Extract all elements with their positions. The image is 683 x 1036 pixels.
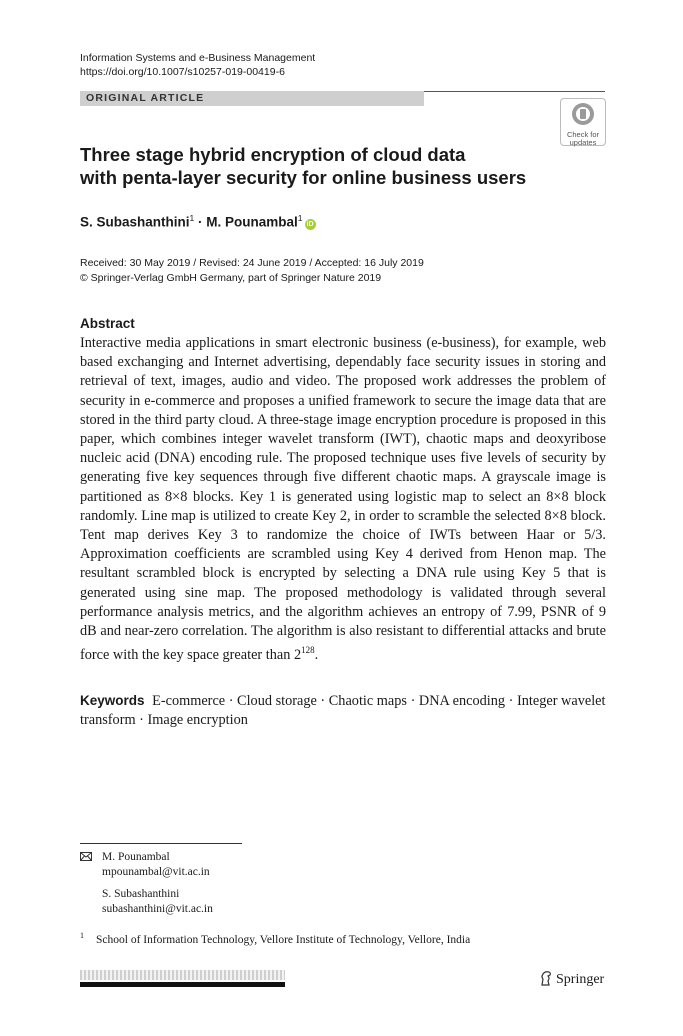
- barcode-strip: [80, 970, 285, 980]
- springer-horse-icon: [539, 970, 553, 986]
- envelope-icon: [80, 852, 92, 861]
- springer-logo: [539, 970, 604, 988]
- correspondence-entry: [102, 850, 213, 880]
- keywords-block: [80, 691, 606, 730]
- corresponding-author-email[interactable]: mpounambal@vit.ac.in: [102, 866, 210, 878]
- abstract-body: [80, 334, 606, 665]
- author-name[interactable]: M. Pounambal: [206, 214, 298, 230]
- check-updates-line1: Check for: [566, 130, 600, 139]
- author-list: [80, 213, 316, 230]
- publication-dates: [80, 256, 424, 286]
- affiliation-number: 1: [80, 931, 84, 940]
- correspondence-block: [80, 850, 213, 917]
- footer-bar: [80, 982, 285, 987]
- check-updates-icon: [571, 102, 595, 126]
- author-affiliation-mark: 1: [297, 213, 303, 223]
- author-affiliation-mark: 1: [189, 213, 195, 223]
- orcid-icon[interactable]: iD: [306, 220, 314, 228]
- corresponding-author-name: S. Subashanthini: [102, 888, 180, 900]
- publisher-name: Springer: [556, 972, 605, 987]
- abstract-text: Interactive media applications in smart electronic business (e-business), for example, web based exchanging and Internet advertising, dependably face security issues in storing and retrieval of text, images, audio and video. The proposed work addresses the problem of security in e-commerce and proposes a unified framework to secure the image data that are stored in the third party cloud. A three-stage image encryption procedure is proposed in this paper, which combines integer wavelet transform (IWT), chaotic maps and deoxyribose nucleic acid (DNA) encoding rule. The proposed technique uses five levels of security by generating five key sequences through five different chaotic maps. A grayscale image is partitioned as 8×8 blocks. Key 1 is generated using logistic map to select an 8×8 block randomly. Line map is utilized to create Key 2, in order to scramble the selected 8×8 block. Tent map derives Key 3 to randomize the choice of IWTs between Haar or 5/3. Approximation coefficients are scrambled using Key 4 derived from Henon map. The resultant scrambled block is encrypted by selecting a DNA rule using Key 5 that is generated using sine map. The proposed methodology is validated through several performance analysis metrics, and the algorithm achieves an entropy of 7.99, PSNR of 9 dB and near-zero correlation. The algorithm is also resistant to differential attacks and brute force with the key space greater than 2: [80, 335, 606, 664]
- author-name[interactable]: S. Subashanthini: [80, 214, 190, 230]
- paper-title: [80, 143, 550, 189]
- corresponding-author-email[interactable]: subashanthini@vit.ac.in: [102, 903, 213, 915]
- keywords-label: Keywords: [80, 693, 145, 708]
- abstract-period: .: [314, 647, 319, 664]
- footnote-rule: [80, 843, 242, 844]
- copyright-line: © Springer-Verlag GmbH Germany, part of Springer Nature 2019: [80, 272, 382, 284]
- journal-name: Information Systems and e-Business Management: [80, 52, 316, 64]
- article-type-label: ORIGINAL ARTICLE: [86, 92, 205, 104]
- check-updates-line2: updates: [569, 138, 597, 147]
- key-space-exponent: 128: [301, 645, 315, 656]
- header-rule: [424, 91, 605, 92]
- corresponding-author-name: M. Pounambal: [102, 851, 170, 863]
- journal-header: [80, 51, 315, 79]
- check-for-updates-badge[interactable]: [560, 98, 606, 146]
- author-separator: ·: [198, 214, 203, 230]
- title-line-2: with penta-layer security for online business users: [80, 167, 527, 188]
- abstract-heading: Abstract: [80, 316, 135, 331]
- title-line-1: Three stage hybrid encryption of cloud data: [80, 144, 466, 165]
- affiliation-footnote: [80, 931, 470, 946]
- doi-link[interactable]: https://doi.org/10.1007/s10257-019-00419-6: [80, 66, 285, 78]
- correspondence-entry: [102, 887, 213, 917]
- keywords-list: E-commerce · Cloud storage · Chaotic maps · DNA encoding · Integer wavelet transform · Image encryption: [80, 693, 606, 729]
- date-history: Received: 30 May 2019 / Revised: 24 June 2019 / Accepted: 16 July 2019: [80, 257, 424, 269]
- affiliation-text: School of Information Technology, Vellore Institute of Technology, Vellore, India: [96, 933, 471, 946]
- article-type-bar: [80, 91, 424, 106]
